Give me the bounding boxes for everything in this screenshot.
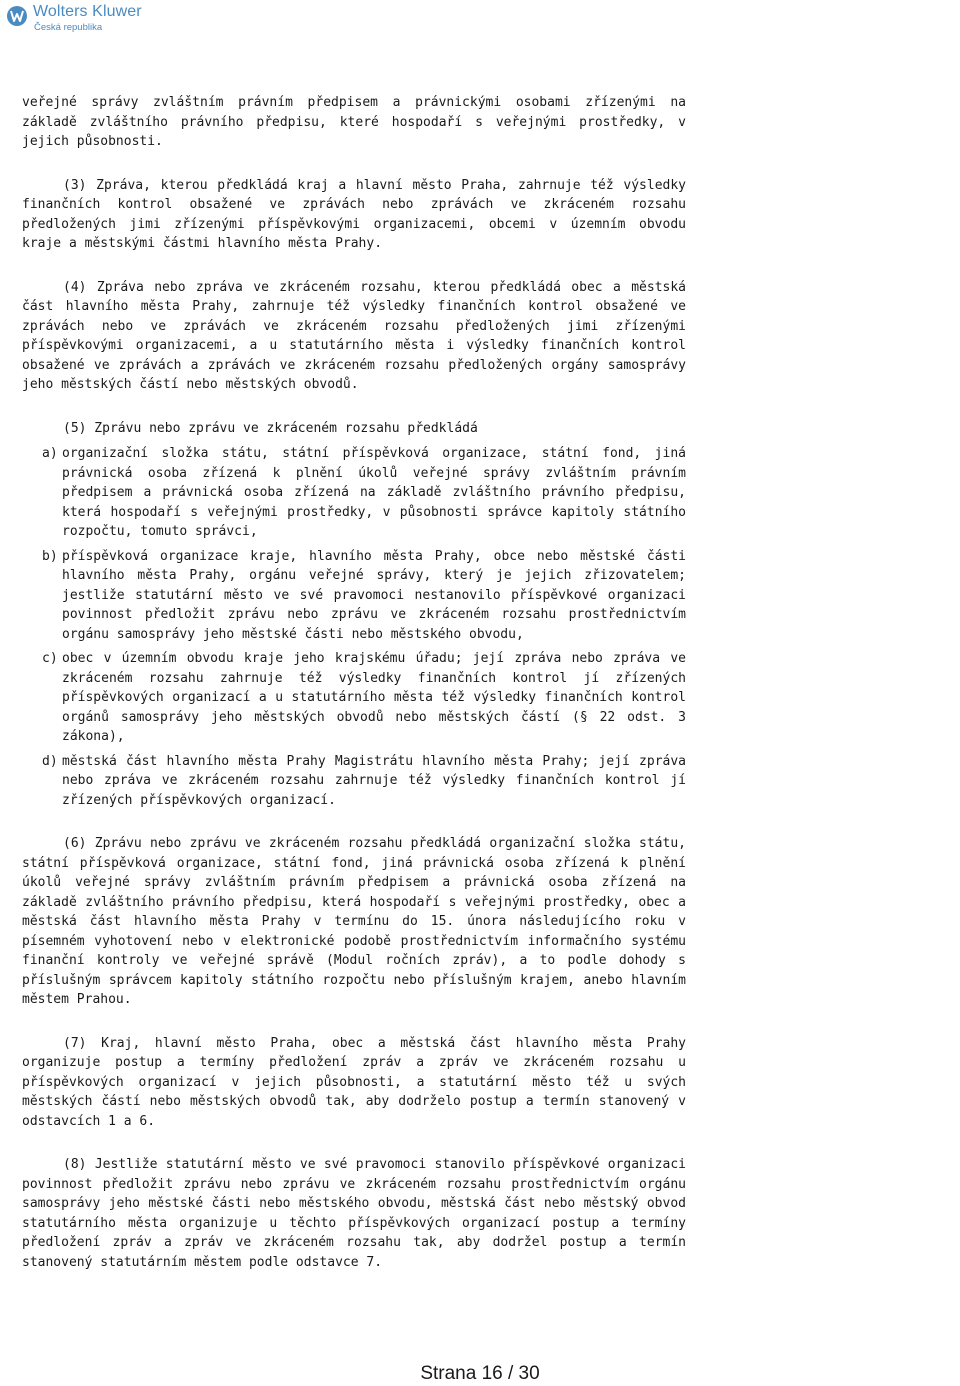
list-item [22,444,686,542]
brand-subtitle: Česká republika [34,22,103,33]
list-item-text: městská část hlavního města Prahy Magistrátu hlavního města Prahy; její zpráva nebo zpráva ve zkráceném rozsahu zahrnuje též výsledky finančních kontrol jí zřízených příspěvkových organizací. [62,753,686,808]
wolters-kluwer-logo-icon [6,5,28,27]
list-item [22,547,686,645]
brand-name: Wolters Kluwer [33,3,142,20]
list-item-letter: b) [42,548,58,564]
document-body [22,93,686,1296]
list-item-text: organizační složka státu, státní příspěvková organizace, státní fond, jiná právnická osoba zřízená k plnění úkolů veřejné správy zvláštním právním předpisem a právnická osoba zřízená na základě zvláštního právního předpisu, která hospodaří s veřejnými prostředky, v působnosti správce kapitoly státního rozpočtu, tomuto správci, [62,446,686,539]
paragraph-continued: veřejné správy zvláštním právním předpisem a právnickými osobami zřízenými na základě zvláštního právního předpisu, které hospodaří s veřejnými prostředky, v jejich působnosti. [22,95,686,149]
paragraph-5-intro: (5) Zprávu nebo zprávu ve zkráceném rozsahu předkládá [63,420,478,436]
page-number: Strana 16 / 30 [420,1363,540,1384]
paragraph-4: (4) Zpráva nebo zpráva ve zkráceném rozsahu, kterou předkládá obec a městská část hlavního města Prahy, zahrnuje též výsledky finančních kontrol obsažené ve zprávách nebo ve zprávách ve zkráceném rozsahu předložených jimi zřízenými příspěvkovými organizacemi, a u statutárního města i výsledky finančních kontrol obsažené ve zprávách a zprávách ve zkráceném rozsahu předložených orgány samosprávy jeho městských částí nebo městských obvodů. [22,279,686,392]
paragraph-8: (8) Jestliže statutární město ve své pravomoci stanovilo příspěvkové organizaci povinnost předložit zprávu nebo zprávu ve zkráceném rozsahu prostřednictvím orgánu samosprávy jeho městské části nebo městského obvodu, městská část nebo městský obvod statutárního města organizuje u těchto příspěvkových organizací postup a termíny předložení zpráv a zpráv ve zkráceném rozsahu tak, aby dodržel postup a termín stanovený statutárním městem podle odstavce 7. [22,1157,686,1270]
list-item-text: obec v územním obvodu kraje jeho krajskému úřadu; její zpráva nebo zpráva ve zkráceném rozsahu zahrnuje též výsledky finančních kontrol jí zřízených příspěvkových organizací a u statutárního města též výsledky finančních kontrol orgánů samosprávy jeho městských obvodů nebo městských částí (§ 22 odst. 3 zákona), [62,651,686,744]
list-item [22,649,686,747]
list-item-text: příspěvková organizace kraje, hlavního města Prahy, obce nebo městské části hlavního města Prahy, orgánu veřejné správy, který je jejich zřizovatelem; jestliže statutární město ve své pravomoci nestanovilo příspěvkové organizaci povinnost předložit zprávu nebo zprávu ve zkráceném rozsahu prostřednictvím orgánu samosprávy jeho městské části nebo městského obvodu, [62,548,686,642]
brand-logo [6,4,142,33]
paragraph-7: (7) Kraj, hlavní město Praha, obec a městská část hlavního města Prahy organizuje postup a termíny předložení zpráv a zpráv ve zkráceném rozsahu u příspěvkových organizací v jejich působnosti, a statutární město též u svých městských částí nebo městských obvodů tak, aby dodrželo postup a termín stanovený v odstavcích 1 a 6. [22,1035,686,1129]
paragraph-3: (3) Zpráva, kterou předkládá kraj a hlavní město Praha, zahrnuje též výsledky finančních kontrol obsažené ve zprávách nebo zprávách ve zkráceném rozsahu předložených jimi zřízenými příspěvkovými organizacemi, obcemi v územním obvodu kraje a městskými částmi hlavního města Prahy. [22,177,686,251]
list-item-letter: a) [42,446,58,461]
list-item-letter: d) [42,753,58,769]
list-item [22,752,686,811]
paragraph-6: (6) Zprávu nebo zprávu ve zkráceném rozsahu předkládá organizační složka státu, státní příspěvková organizace, státní fond, jiná právnická osoba zřízená k plnění úkolů veřejné správy zvláštním právním předpisem a právnická osoba zřízená na základě zvláštního právního předpisu, která hospodaří s veřejnými prostředky, obec a městská část hlavního města Prahy v termínu do 15. února následujícího roku v písemném vyhotovení nebo v elektronické podobě prostřednictvím informačního systému finanční kontroly ve veřejné správě (Modul ročních zpráv), a to podle dohody s příslušným správcem kapitoly státního rozpočtu nebo příslušným krajem, anebo hlavním městem Prahou. [22,836,686,1007]
list-item-letter: c) [42,651,58,666]
